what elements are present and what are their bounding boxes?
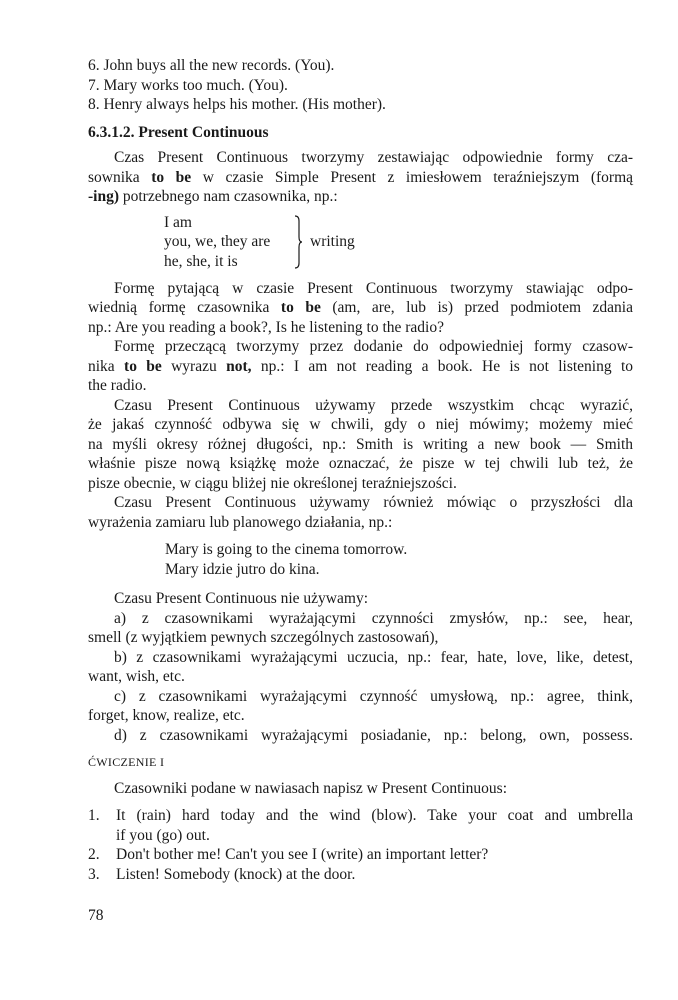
future-example: Mary is going to the cinema tomorrow. Mary idzie jutro do kina.: [165, 541, 408, 578]
exercise-instruction: Czasowniki podane w nawiasach napisz w Present Continuous:: [114, 779, 508, 797]
question-paragraph: Formę pytającą w czasie Present Continuous tworzymy stawiając odpo- wiednią formę czasownika to be (am, are, lub is) przed podmiotem zdania np.: Are you reading a book?, Is he listening to the radio?: [88, 279, 633, 336]
list-item: a) z czasownikami wyrażającymi czynności zmysłów, np.: see, hear,: [114, 609, 633, 627]
intro-paragraph: Czas Present Continuous tworzymy zestawiając odpowiednie formy cza- sownika to be w czasie Simple Present z imiesłowem teraźniejszym (formą -ing) potrzebnego nam czasownika, np.:: [88, 149, 634, 205]
conjugation-row: you, we, they are: [164, 233, 271, 250]
negative-paragraph: Formę przeczącą tworzymy przez dodanie do odpowiedniej formy czasow- nika to be wyrazu not, np.: I am not reading a book. He is not listening to the radio.: [88, 338, 633, 394]
usage-paragraph: Czasu Present Continuous używamy przede wszystkim chcąc wyrazić, że jakaś czynność odbywa się w chwili, gdy o niej mówimy; możemy mieć na myśli okresy różnej długości, np.: Smith is writing a new book — Smith właśnie pisze nową książkę może oznaczać, że pisze w tej chwili lub też, że pisze obecnie, w ciągu bliżej nie określonej teraźniejszości.: [88, 396, 633, 492]
conjugation-row: I am: [164, 213, 192, 231]
list-item: c) z czasownikami wyrażającymi czynność umysłową, np.: agree, think,: [114, 687, 633, 705]
exercise-list: [88, 806, 633, 884]
brace-icon: [294, 215, 302, 269]
not-used-list: Czasu Present Continuous nie używamy: a) z czasownikami wyrażającymi czynności zmysłów, np.: see, hear, smell (z wyjątkiem pewnych szczególnych zastosowań), b) z czasownikami wyrażającymi uczucia, np.: fear, hate, love, like, detest, want, wish, etc. c) z czasownikami wyrażającymi czynność umysłową, np.: agree, think, forget, know, realize, etc. d) z czasownikami wyrażającymi posiadanie, np.: belong, own, possess.: [88, 590, 633, 744]
list-item: 6. John buys all the new records. (You).: [88, 57, 335, 74]
top-list: [88, 56, 633, 115]
page-content: [88, 56, 633, 926]
conjugation-row: he, she, it is: [164, 252, 238, 270]
exercise-item: 1. It (rain) hard today and the wind (blow). Take your coat and umbrella if you (go) out.: [88, 807, 633, 844]
conjugation-table: [164, 213, 633, 273]
list-item: 7. Mary works too much. (You).: [88, 76, 288, 94]
future-paragraph: Czasu Present Continuous używamy również mówiąc o przyszłości dla wyrażenia zamiaru lub planowego działania, np.:: [88, 494, 633, 531]
page-number: 78: [88, 907, 104, 924]
section-heading: 6.3.1.2. Present Continuous: [88, 123, 269, 141]
conjugation-verb: writing: [310, 232, 355, 250]
list-item: b) z czasownikami wyrażającymi uczucia, np.: fear, hate, love, like, detest,: [114, 648, 633, 666]
list-item: d) z czasownikami wyrażającymi posiadanie, np.: belong, own, possess.: [114, 726, 633, 744]
list-item: 8. Henry always helps his mother. (His mother).: [88, 96, 386, 113]
exercise-item: 2. Don't bother me! Can't you see I (write) an important letter?: [88, 846, 489, 863]
exercise-item: 3. Listen! Somebody (knock) at the door.: [88, 865, 356, 883]
exercise-heading: ĆWICZENIE I: [88, 755, 165, 769]
